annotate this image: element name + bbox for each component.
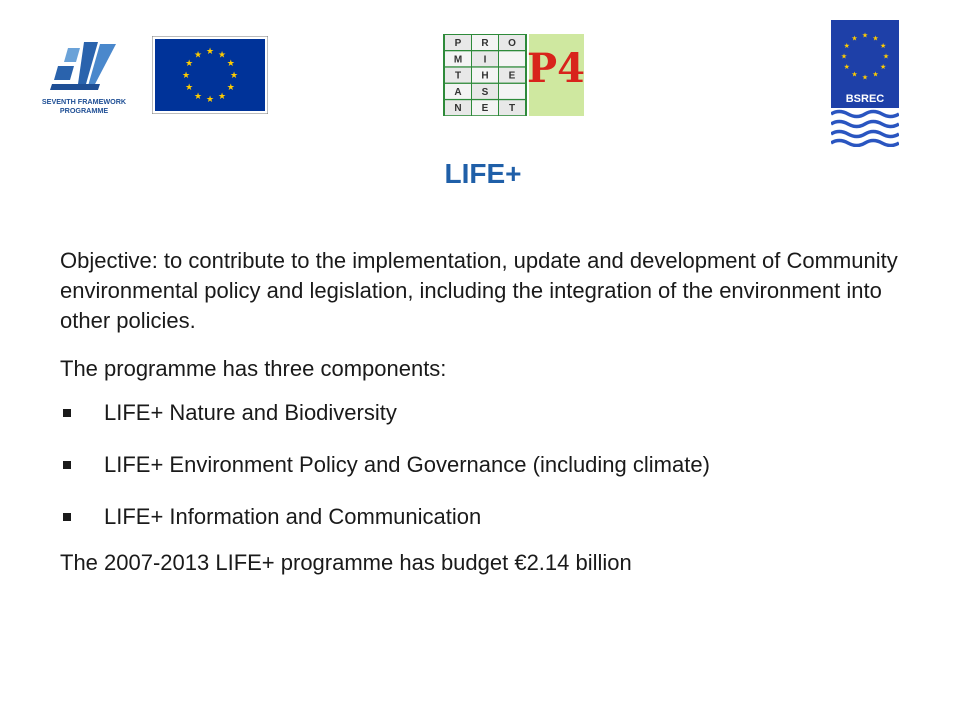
star-icon: ★ xyxy=(851,70,858,79)
prometheas-grid-letter: I xyxy=(483,54,487,66)
objective-paragraph: Objective: to contribute to the implementation, update and development of Community environmental policy and legislation, including the integration of the environment into other policies. xyxy=(60,248,898,333)
star-icon: ★ xyxy=(843,41,850,50)
star-icon: ★ xyxy=(882,52,890,61)
star-icon: ★ xyxy=(205,47,215,58)
fp7-logo-line2: PROGRAMME xyxy=(59,106,109,115)
prometheas-grid-letter: P xyxy=(454,38,462,49)
list-item-text: LIFE+ Information and Communication xyxy=(104,504,482,529)
prometheas-grid-letter: M xyxy=(453,54,463,66)
list-item-text: LIFE+ Environment Policy and Governance (including climate) xyxy=(104,452,710,477)
prometheas-grid-letter: S xyxy=(481,86,489,98)
eu-flag-logo xyxy=(152,36,268,114)
star-icon: ★ xyxy=(851,34,858,43)
star-icon: ★ xyxy=(843,63,850,71)
star-icon: ★ xyxy=(880,41,887,50)
star-icon: ★ xyxy=(226,59,235,70)
prometheas-grid-letter: H xyxy=(481,70,489,82)
star-icon: ★ xyxy=(181,71,191,82)
star-icon: ★ xyxy=(185,59,194,70)
star-icon: ★ xyxy=(205,95,215,106)
components-list xyxy=(60,398,920,532)
prometheas-grid-letter: E xyxy=(508,70,516,82)
budget-statement: The 2007-2013 LIFE+ programme has budget €2.14 billion xyxy=(60,550,632,575)
star-icon: ★ xyxy=(840,52,848,61)
prometheas-grid-letter: T xyxy=(508,103,516,115)
slide-title: LIFE+ xyxy=(444,158,522,189)
prometheas-grid-letter: E xyxy=(481,103,489,115)
square-bullet-icon xyxy=(63,513,71,521)
star-icon: ★ xyxy=(880,63,887,71)
slide-body xyxy=(60,246,920,578)
fp7-logo-line1: SEVENTH FRAMEWORK xyxy=(41,97,127,106)
list-item xyxy=(60,502,920,532)
prometheas-p4-logo xyxy=(443,34,584,116)
prometheas-grid-letter: N xyxy=(454,103,462,115)
square-bullet-icon xyxy=(63,461,71,469)
star-icon: ★ xyxy=(193,91,203,102)
prometheas-p4-mark: P4 xyxy=(527,45,584,92)
prometheas-grid-letter: T xyxy=(454,70,462,82)
star-icon: ★ xyxy=(217,91,227,102)
list-item-text: LIFE+ Nature and Biodiversity xyxy=(104,400,397,425)
components-intro: The programme has three components: xyxy=(60,356,447,381)
fp7-logo xyxy=(40,40,128,120)
star-icon: ★ xyxy=(872,34,879,43)
star-icon: ★ xyxy=(217,50,227,61)
prometheas-grid-cell xyxy=(499,51,525,66)
star-icon: ★ xyxy=(193,50,203,61)
star-icon: ★ xyxy=(226,83,235,94)
star-icon: ★ xyxy=(872,70,879,79)
star-icon: ★ xyxy=(861,31,869,40)
list-item xyxy=(60,450,920,480)
bsrec-label: BSREC xyxy=(845,93,885,105)
prometheas-grid-letter: R xyxy=(481,38,489,49)
prometheas-grid-cell xyxy=(499,84,525,99)
prometheas-grid-letter: O xyxy=(508,38,516,49)
star-icon: ★ xyxy=(185,83,194,94)
bsrec-logo xyxy=(831,20,899,147)
prometheas-grid-letter: A xyxy=(454,86,462,98)
list-item xyxy=(60,398,920,428)
star-icon: ★ xyxy=(861,73,869,82)
square-bullet-icon xyxy=(63,409,71,417)
star-icon: ★ xyxy=(229,71,239,82)
